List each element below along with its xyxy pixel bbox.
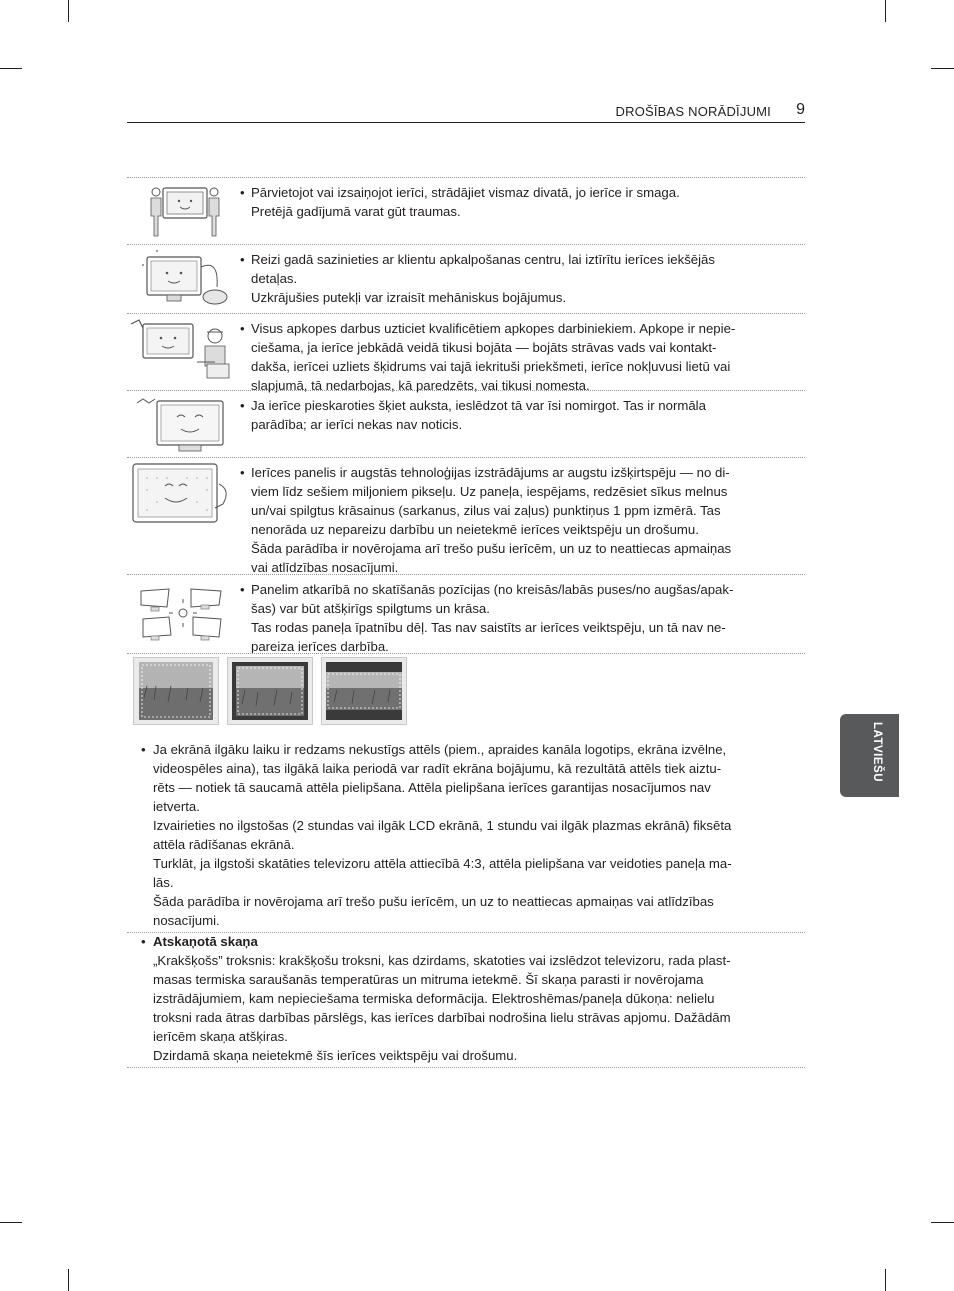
text-line: un/vai spilgtus krāsainus (sarkanus, zilus vai zaļus) punktiņus 1 ppm izmērā. Tas — [251, 503, 721, 518]
text-line: ietverta. — [153, 799, 200, 814]
text-line: rēts — notiek tā saucamā attēla pielipšana. Attēla pielipšana ierīces garantijas nosacījumos nav — [153, 780, 711, 795]
row-text — [240, 463, 791, 577]
row-text — [240, 319, 791, 395]
image-retention-paragraph — [141, 740, 793, 930]
safety-row-viewing-angle — [127, 574, 805, 654]
row-text — [240, 183, 791, 221]
text-line: dakša, ierīcei uzliets šķidrums vai tajā iekrituši priekšmeti, ierīce nokļuvusi lietū vai — [251, 359, 731, 374]
noise-paragraph — [141, 932, 793, 1065]
text-line: Ja ierīce pieskaroties šķiet auksta, ieslēdzot tā var īsi nomirgot. Tas ir normāla — [251, 398, 706, 413]
text-line: videospēles aina), tas ilgākā laika periodā var radīt ekrāna bojājumu, kā rezultātā attēls tiek aiztu- — [153, 761, 722, 776]
crop-mark — [68, 1269, 69, 1291]
crop-mark — [0, 68, 22, 69]
divider — [127, 653, 805, 654]
text-line: Pretējā gadījumā varat gūt traumas. — [251, 204, 461, 219]
bullet: • — [240, 252, 245, 267]
text-line: parādība; ar ierīci nekas nav noticis. — [251, 417, 463, 432]
bullet: • — [240, 185, 245, 200]
bullet: • — [240, 465, 245, 480]
text-line: Izvairieties no ilgstošas (2 stundas vai ilgāk LCD ekrānā, 1 stundu vai ilgāk plazmas ekrānā) fiksēta — [153, 818, 732, 833]
safety-row-pixels — [127, 457, 805, 574]
text-line: šas) var būt atšķirīgs spilgtums un krāsa. — [251, 601, 490, 616]
noise-heading: Atskaņotā skaņa — [153, 934, 258, 949]
bullet: • — [141, 742, 146, 757]
crop-mark — [0, 1222, 22, 1223]
row-text — [240, 396, 791, 434]
crop-mark — [931, 1222, 954, 1223]
safety-row-service — [127, 313, 805, 393]
safety-row-cleaning — [127, 244, 805, 313]
row-text — [240, 250, 791, 307]
text-line: Dzirdamā skaņa neietekmē šīs ierīces veiktspēju vai drošumu. — [153, 1048, 518, 1063]
bullet: • — [240, 398, 245, 413]
text-line: slapjumā, tā nedarbojas, kā paredzēts, vai tikusi nomesta. — [251, 378, 590, 393]
text-line: lās. — [153, 875, 174, 890]
text-line: nenorāda uz nepareizu darbību un neietekmē ierīces veiktspēju un drošumu. — [251, 522, 699, 537]
crop-mark — [68, 0, 69, 22]
service-technician-icon — [127, 316, 237, 382]
image-retention-example-3 — [321, 657, 407, 725]
safety-row-lifting — [127, 177, 805, 244]
text-line: „Krakšķošs” troksnis: krakšķošu troksni, kas dzirdams, skatoties vai izslēdzot televizoru, rada plast- — [153, 953, 731, 968]
text-line: ciešama, ja ierīce jebkādā veidā tikusi bojāta — bojāts strāvas vads vai kontakt- — [251, 340, 717, 355]
text-line: Reizi gadā sazinieties ar klientu apkalpošanas centru, lai iztīrītu ierīces iekšējās — [251, 252, 715, 267]
language-tab-label: LATVIEŠU — [871, 722, 883, 783]
text-line: Ja ekrānā ilgāku laiku ir redzams nekustīgs attēls (piem., apraides kanāla logotips, ekrāna izvēlne, — [153, 742, 727, 757]
crop-mark — [931, 68, 954, 69]
text-line: vai atlīdzības nosacījumi. — [251, 560, 399, 575]
text-line: detaļas. — [251, 271, 298, 286]
safety-row-cold-flicker — [127, 390, 805, 457]
bullet: • — [240, 321, 245, 336]
image-retention-example-1 — [133, 657, 219, 725]
text-line: izstrādājumiem, kam nepieciešama termiska deformācija. Elektroshēmas/paneļa dūkoņa: nelielu — [153, 991, 715, 1006]
tv-pixel-dots-icon — [131, 460, 241, 526]
divider — [127, 1067, 805, 1068]
text-line: Šāda parādība ir novērojama arī trešo pušu ierīcēm, un uz to neattiecas apmaiņas — [251, 541, 732, 556]
page-number: 9 — [796, 101, 805, 118]
cold-tv-flicker-icon — [131, 393, 241, 455]
text-line: ierīcēm skaņa atšķiras. — [153, 1029, 288, 1044]
text-line: Turklāt, ja ilgstoši skatāties televizoru attēla attiecībā 4:3, attēla pielipšana var veidoties paneļa ma- — [153, 856, 732, 871]
text-line: Visus apkopes darbus uzticiet kvalificētiem apkopes darbiniekiem. Apkope ir nepie- — [251, 321, 736, 336]
text-line: Šāda parādība ir novērojama arī trešo pušu ierīcēm, un uz to neattiecas apmaiņas vai atlīdzības — [153, 894, 714, 909]
text-line: Pārvietojot vai izsaiņojot ierīci, strādājiet vismaz divatā, jo ierīce ir smaga. — [251, 185, 680, 200]
viewing-angle-icon — [137, 583, 247, 643]
section-title: DROŠĪBAS NORĀDĪJUMI — [615, 104, 771, 119]
tv-vacuum-cleaning-icon — [137, 247, 247, 311]
image-retention-example-2 — [227, 657, 313, 725]
text-line: Tas rodas paneļa īpatnību dēļ. Tas nav saistīts ar ierīces veiktspēju, un tā nav ne- — [251, 620, 726, 635]
text-line: Uzkrājušies putekļi var izraisīt mehāniskus bojājumus. — [251, 290, 567, 305]
bullet: • — [141, 934, 146, 949]
page-header — [127, 100, 805, 123]
text-line: viem līdz sešiem miljoniem pikseļu. Uz paneļa, iespējams, redzēsiet sīkus melnus — [251, 484, 728, 499]
text-line: Ierīces panelis ir augstās tehnoloģijas izstrādājums ar augstu izšķirtspēju — no di- — [251, 465, 730, 480]
text-line: Panelim atkarībā no skatīšanās pozīcijas (no kreisās/labās puses/no augšas/apak- — [251, 582, 734, 597]
text-line: nosacījumi. — [153, 913, 220, 928]
row-text — [240, 580, 791, 656]
text-line: attēla rādīšanas ekrānā. — [153, 837, 295, 852]
text-line: masas termiska saraušanās temperatūras un mitruma ietekmē. Šī skaņa parasti ir novērojama — [153, 972, 704, 987]
crop-mark — [885, 1269, 886, 1291]
text-line: pareiza ierīces darbība. — [251, 639, 389, 654]
bullet: • — [240, 582, 245, 597]
language-tab — [840, 714, 899, 797]
crop-mark — [885, 0, 886, 22]
text-line: troksni rada ātras darbības pārslēgs, kas ierīces darbībai nodrošina lielu strāvas apjomu. Dažādām — [153, 1010, 731, 1025]
